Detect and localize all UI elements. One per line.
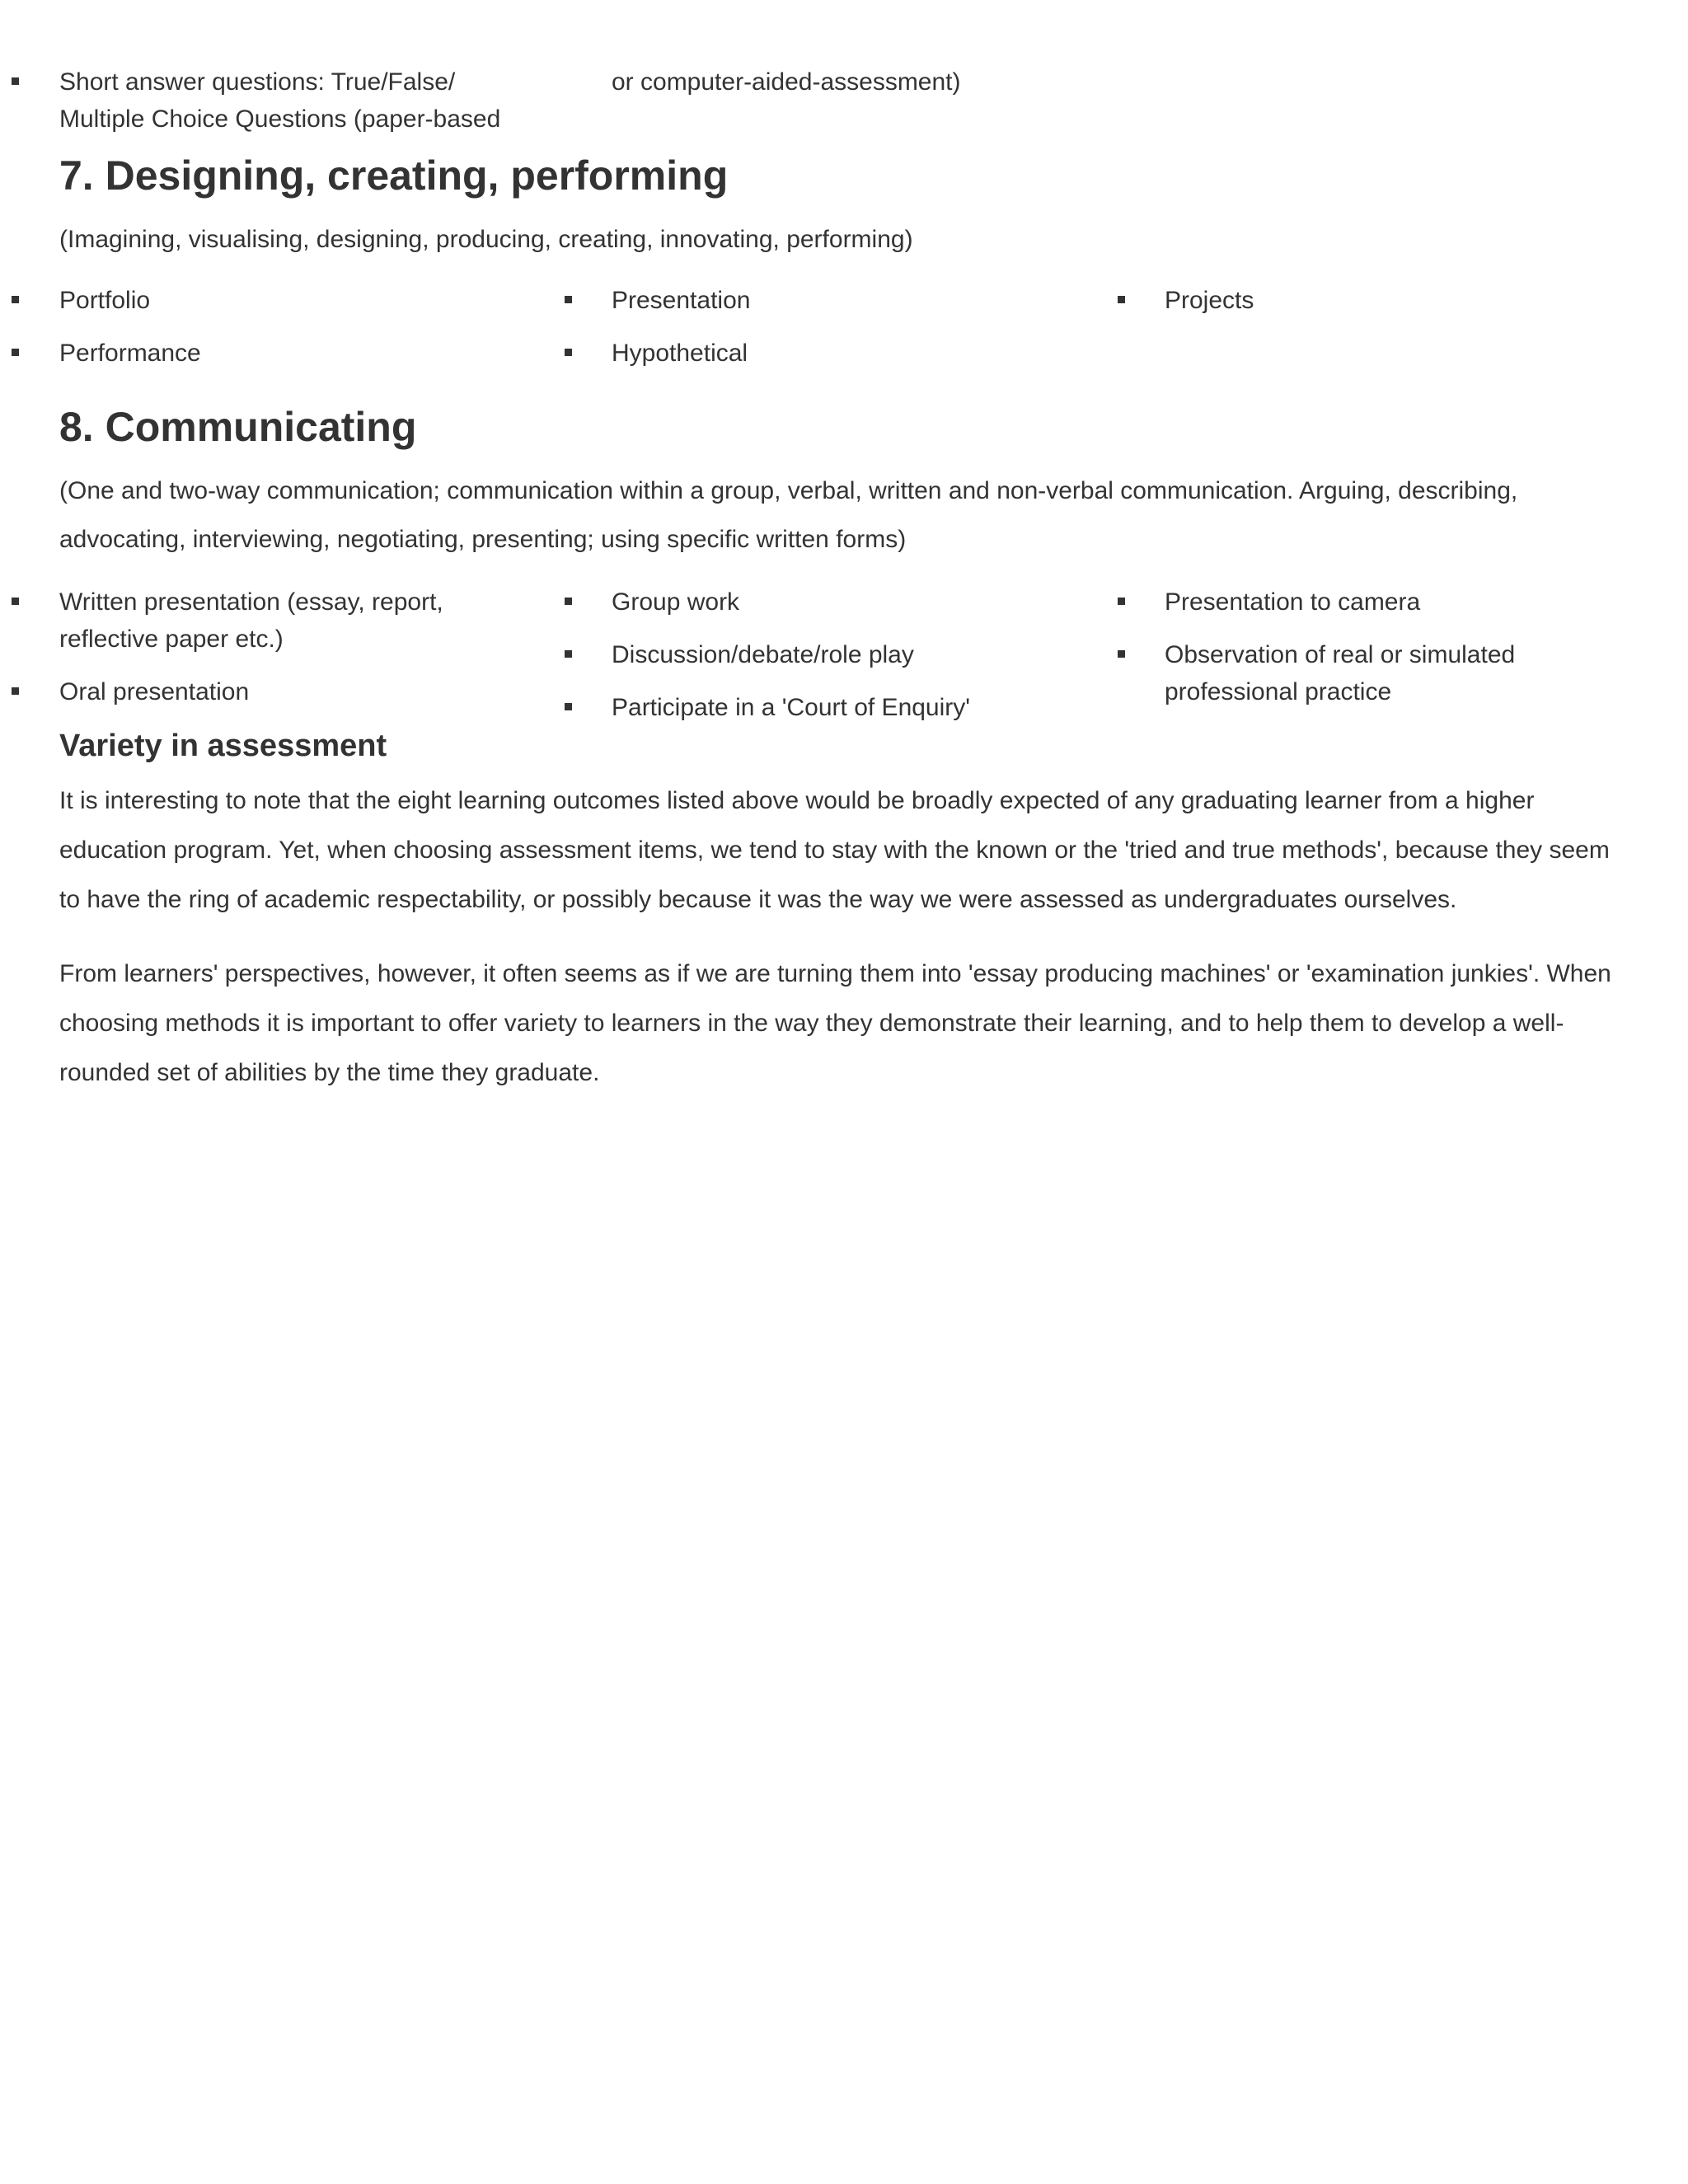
list-item-performance: Performance (59, 340, 201, 367)
bullet-icon (565, 650, 572, 658)
list-item-short-answer-line1: Short answer questions: True/False/ (59, 68, 456, 96)
bullet-icon (565, 296, 572, 303)
bullet-icon (1118, 650, 1125, 658)
list-item-observation-line1: Observation of real or simulated (1165, 641, 1516, 668)
list-item-short-answer-line2: Multiple Choice Questions (paper-based (59, 105, 501, 133)
list-item-oral-presentation: Oral presentation (59, 678, 250, 705)
list-item-presentation: Presentation (612, 287, 751, 314)
list-item-short-answer-continued: or computer-aided-assessment) (612, 68, 961, 96)
variety-paragraph-2-line3: rounded set of abilities by the time they graduate. (59, 1059, 600, 1086)
variety-paragraph-1-line3: to have the ring of academic respectability, or possibly because it was the way we were assessed as undergraduates ourselves. (59, 886, 1457, 913)
bullet-icon (12, 349, 19, 356)
section-7-heading: 7. Designing, creating, performing (59, 152, 729, 199)
list-item-hypothetical: Hypothetical (612, 340, 748, 367)
section-7-description: (Imagining, visualising, designing, producing, creating, innovating, performing) (59, 226, 913, 253)
section-8-description-line2: advocating, interviewing, negotiating, presenting; using specific written forms) (59, 526, 907, 553)
section-8-description-line1: (One and two-way communication; communication within a group, verbal, written and non-verbal communication. Arguing, describing, (59, 477, 1518, 504)
bullet-icon (565, 349, 572, 356)
list-item-observation-line2: professional practice (1165, 678, 1392, 705)
bullet-icon (12, 598, 19, 605)
variety-paragraph-1-line1: It is interesting to note that the eight learning outcomes listed above would be broadly expected of any graduating learner from a higher (59, 787, 1535, 814)
list-item-discussion: Discussion/debate/role play (612, 641, 914, 668)
bullet-icon (565, 703, 572, 710)
variety-heading: Variety in assessment (59, 729, 387, 763)
section-8-heading: 8. Communicating (59, 404, 417, 450)
list-item-group-work: Group work (612, 588, 740, 616)
bullet-icon (12, 77, 19, 85)
list-item-court-of-enquiry: Participate in a 'Court of Enquiry' (612, 694, 970, 721)
bullet-icon (1118, 296, 1125, 303)
bullet-icon (12, 296, 19, 303)
variety-paragraph-1-line2: education program. Yet, when choosing assessment items, we tend to stay with the known or the 'tried and true methods', because they seem (59, 837, 1610, 864)
list-item-written-presentation-line1: Written presentation (essay, report, (59, 588, 443, 616)
list-item-projects: Projects (1165, 287, 1254, 314)
list-item-presentation-to-camera: Presentation to camera (1165, 588, 1421, 616)
list-item-written-presentation-line2: reflective paper etc.) (59, 626, 284, 653)
variety-paragraph-2-line1: From learners' perspectives, however, it often seems as if we are turning them into 'essay producing machines' or 'examination junkies'. When (59, 960, 1611, 987)
bullet-icon (12, 687, 19, 695)
bullet-icon (565, 598, 572, 605)
variety-paragraph-2-line2: choosing methods it is important to offer variety to learners in the way they demonstrate their learning, and to help them to develop a well- (59, 1010, 1564, 1037)
bullet-icon (1118, 598, 1125, 605)
list-item-portfolio: Portfolio (59, 287, 151, 314)
